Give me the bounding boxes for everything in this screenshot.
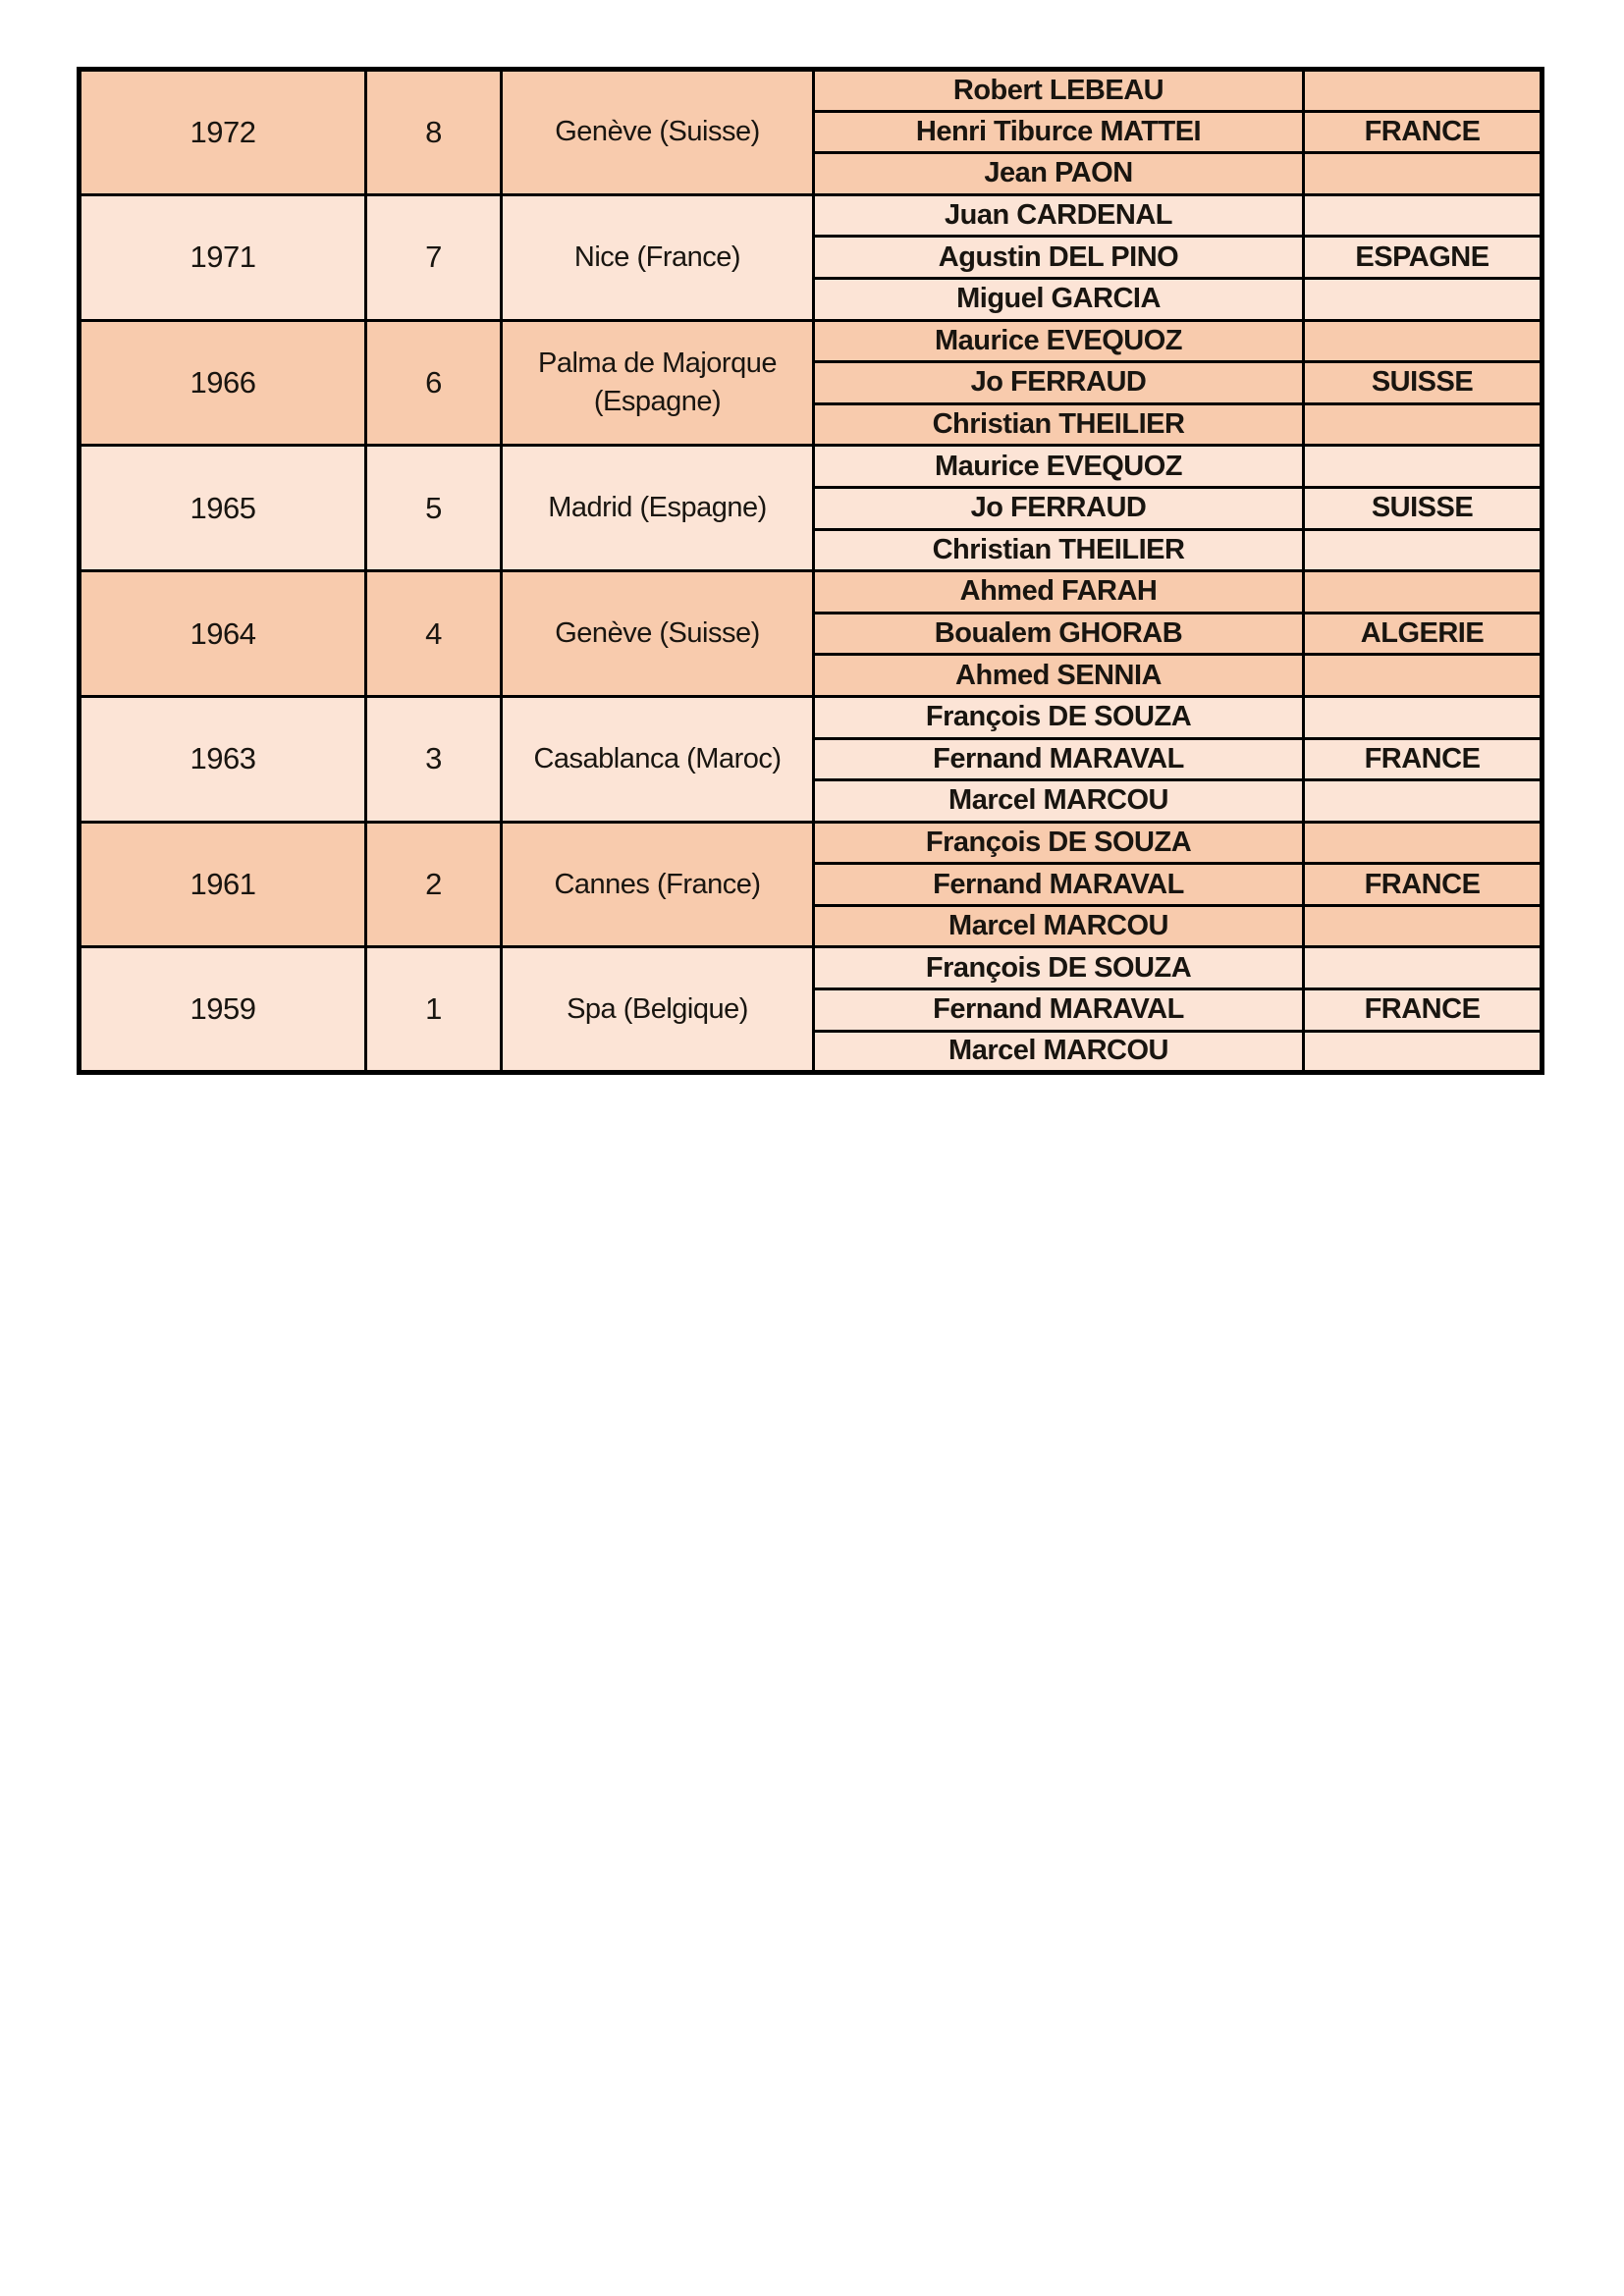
edition-number-cell: 2 [366, 822, 502, 947]
name-cell: Marcel MARCOU [814, 905, 1304, 947]
name-cell: François DE SOUZA [814, 947, 1304, 989]
name-cell: Marcel MARCOU [814, 780, 1304, 823]
name-cell: Maurice EVEQUOZ [814, 446, 1304, 488]
name-cell: Boualem GHORAB [814, 613, 1304, 655]
country-cell-empty [1304, 70, 1543, 112]
table-group-1963 [80, 696, 1543, 822]
name-cell: Ahmed FARAH [814, 571, 1304, 614]
table-group-1964 [80, 571, 1543, 697]
year-cell: 1971 [80, 194, 366, 320]
country-cell-empty [1304, 822, 1543, 864]
country-cell-empty [1304, 278, 1543, 320]
location-cell: Genève (Suisse) [502, 571, 814, 697]
table-group-1965 [80, 446, 1543, 571]
results-table [77, 67, 1544, 1075]
table-group-1961 [80, 822, 1543, 947]
edition-number-cell: 8 [366, 70, 502, 195]
name-cell: Jo FERRAUD [814, 362, 1304, 404]
country-cell-empty [1304, 780, 1543, 823]
country-cell-empty [1304, 905, 1543, 947]
location-cell: Spa (Belgique) [502, 947, 814, 1073]
table-row [80, 320, 1543, 362]
name-cell: Fernand MARAVAL [814, 738, 1304, 780]
name-cell: Marcel MARCOU [814, 1031, 1304, 1073]
country-cell: FRANCE [1304, 864, 1543, 906]
edition-number-cell: 7 [366, 194, 502, 320]
year-cell: 1972 [80, 70, 366, 195]
edition-number-cell: 1 [366, 947, 502, 1073]
location-cell: Palma de Majorque (Espagne) [502, 320, 814, 446]
country-cell: FRANCE [1304, 111, 1543, 153]
table-row [80, 571, 1543, 614]
country-cell: SUISSE [1304, 487, 1543, 529]
year-cell: 1964 [80, 571, 366, 697]
name-cell: Henri Tiburce MATTEI [814, 111, 1304, 153]
name-cell: Miguel GARCIA [814, 278, 1304, 320]
edition-number-cell: 4 [366, 571, 502, 697]
country-cell-empty [1304, 1031, 1543, 1073]
name-cell: François DE SOUZA [814, 696, 1304, 738]
name-cell: Ahmed SENNIA [814, 655, 1304, 697]
country-cell-empty [1304, 947, 1543, 989]
country-cell: FRANCE [1304, 989, 1543, 1032]
table-row [80, 194, 1543, 237]
name-cell: Juan CARDENAL [814, 194, 1304, 237]
edition-number-cell: 3 [366, 696, 502, 822]
year-cell: 1965 [80, 446, 366, 571]
country-cell-empty [1304, 446, 1543, 488]
country-cell-empty [1304, 194, 1543, 237]
location-cell: Casablanca (Maroc) [502, 696, 814, 822]
country-cell-empty [1304, 696, 1543, 738]
edition-number-cell: 6 [366, 320, 502, 446]
name-cell: Jo FERRAUD [814, 487, 1304, 529]
table-row [80, 947, 1543, 989]
country-cell-empty [1304, 655, 1543, 697]
table-group-1966 [80, 320, 1543, 446]
location-cell: Cannes (France) [502, 822, 814, 947]
name-cell: Maurice EVEQUOZ [814, 320, 1304, 362]
country-cell-empty [1304, 529, 1543, 571]
country-cell-empty [1304, 571, 1543, 614]
country-cell-empty [1304, 153, 1543, 195]
location-cell: Madrid (Espagne) [502, 446, 814, 571]
edition-number-cell: 5 [366, 446, 502, 571]
table-row [80, 70, 1543, 112]
country-cell: ESPAGNE [1304, 237, 1543, 279]
name-cell: Christian THEILIER [814, 529, 1304, 571]
location-cell: Nice (France) [502, 194, 814, 320]
year-cell: 1963 [80, 696, 366, 822]
table-row [80, 696, 1543, 738]
country-cell: FRANCE [1304, 738, 1543, 780]
country-cell-empty [1304, 320, 1543, 362]
name-cell: Christian THEILIER [814, 403, 1304, 446]
name-cell: Agustin DEL PINO [814, 237, 1304, 279]
year-cell: 1966 [80, 320, 366, 446]
name-cell: François DE SOUZA [814, 822, 1304, 864]
location-cell: Genève (Suisse) [502, 70, 814, 195]
table-group-1959 [80, 947, 1543, 1073]
country-cell: ALGERIE [1304, 613, 1543, 655]
country-cell-empty [1304, 403, 1543, 446]
year-cell: 1959 [80, 947, 366, 1073]
name-cell: Robert LEBEAU [814, 70, 1304, 112]
year-cell: 1961 [80, 822, 366, 947]
table-group-1971 [80, 194, 1543, 320]
table-row [80, 446, 1543, 488]
table-group-1972 [80, 70, 1543, 195]
name-cell: Fernand MARAVAL [814, 989, 1304, 1032]
name-cell: Fernand MARAVAL [814, 864, 1304, 906]
country-cell: SUISSE [1304, 362, 1543, 404]
table-row [80, 822, 1543, 864]
name-cell: Jean PAON [814, 153, 1304, 195]
